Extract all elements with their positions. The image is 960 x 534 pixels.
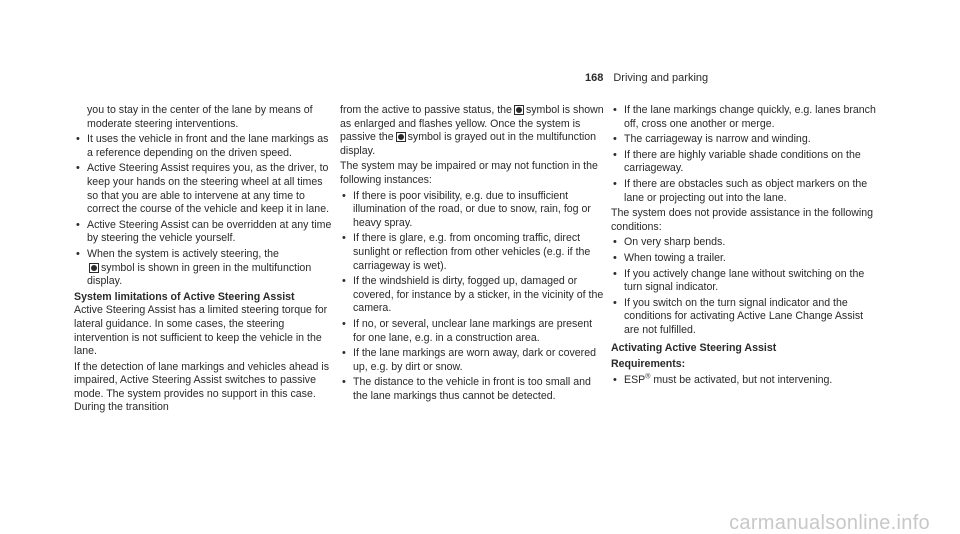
column-3: [611, 104, 881, 389]
requirements-label: Requirements:: [611, 358, 686, 371]
list-item: • The carriageway is narrow and winding.: [611, 133, 881, 147]
watermark: carmanualsonline.info: [729, 512, 930, 534]
steering-assist-icon: [396, 132, 406, 142]
column-1: [74, 104, 336, 417]
section-title: Driving and parking: [613, 72, 709, 84]
page-number: 168: [585, 72, 604, 84]
list-item: • When the system is actively steering, the symbol is shown in green in the multifunction display.: [74, 248, 336, 289]
list-item: • When towing a trailer.: [611, 252, 881, 266]
list-item: • If the lane markings are worn away, dark or covered up, e.g. by dirt or snow.: [340, 347, 606, 374]
requirements-list: [611, 374, 881, 388]
list-item: • If there are obstacles such as object markers on the lane or projecting out into the lane.: [611, 178, 881, 205]
list-item: • Active Steering Assist requires you, as the driver, to keep your hands on the steering wheel at all times so that you are able to intervene at any time to correct the course of the vehicle and keep it in lane.: [74, 162, 336, 216]
page-header: [585, 72, 708, 86]
paragraph: The system does not provide assistance in the following conditions:: [611, 207, 874, 233]
list-item: • It uses the vehicle in front and the lane markings as a reference depending on the driven speed.: [74, 133, 336, 160]
feature-list: [74, 133, 336, 289]
section-heading: System limitations of Active Steering Assist: [74, 290, 295, 303]
list-item: • If no, or several, unclear lane markings are present for one lane, e.g. in a construction area.: [340, 318, 606, 345]
condition-list: [611, 236, 881, 337]
list-item: • If the lane markings change quickly, e.g. lanes branch off, cross one another or merge.: [611, 104, 881, 131]
list-item: • If the windshield is dirty, fogged up, damaged or covered, for instance by a sticker, in the vicinity of the camera.: [340, 275, 606, 316]
intro-text: you to stay in the center of the lane by means of moderate steering interventions.: [87, 104, 313, 130]
list-item: • If there is poor visibility, e.g. due to insufficient illumination of the road, or due to snow, rain, fog or heavy spray.: [340, 190, 606, 231]
list-item: • Active Steering Assist can be overridden at any time by steering the vehicle yourself.: [74, 219, 336, 246]
limitation-list: [340, 190, 606, 404]
list-item: • The distance to the vehicle in front is too small and the lane markings thus cannot be detected.: [340, 376, 606, 403]
paragraph: Active Steering Assist has a limited steering torque for lateral guidance. In some cases, the steering intervention is not sufficient to keep the vehicle in the lane.: [74, 304, 328, 358]
section-heading: Activating Active Steering Assist: [611, 341, 777, 354]
paragraph: The system may be impaired or may not function in the following instances:: [340, 160, 598, 186]
list-item: • ESP® must be activated, but not intervening.: [611, 374, 881, 388]
list-item: • If there are highly variable shade conditions on the carriageway.: [611, 149, 881, 176]
column-2: [340, 104, 606, 405]
list-item: • On very sharp bends.: [611, 236, 881, 250]
steering-assist-icon: [89, 263, 99, 273]
steering-assist-icon: [514, 105, 524, 115]
list-item: • If there is glare, e.g. from oncoming traffic, direct sunlight or reflection from other vehicles (e.g. if the carriageway is wet).: [340, 232, 606, 273]
paragraph: from the active to passive status, the symbol is shown as enlarged and flashes yellow. Once the system is passive the symbol is grayed out in the multifunction display.: [340, 104, 604, 157]
list-item: • If you switch on the turn signal indicator and the conditions for activating Active Lane Change Assist are not fulfilled.: [611, 297, 881, 338]
paragraph: If the detection of lane markings and vehicles ahead is impaired, Active Steering Assist switches to passive mode. The system provides no support in this case. During the transition: [74, 360, 329, 414]
list-item: • If you actively change lane without switching on the turn signal indicator.: [611, 268, 881, 295]
limitation-list: [611, 104, 881, 205]
